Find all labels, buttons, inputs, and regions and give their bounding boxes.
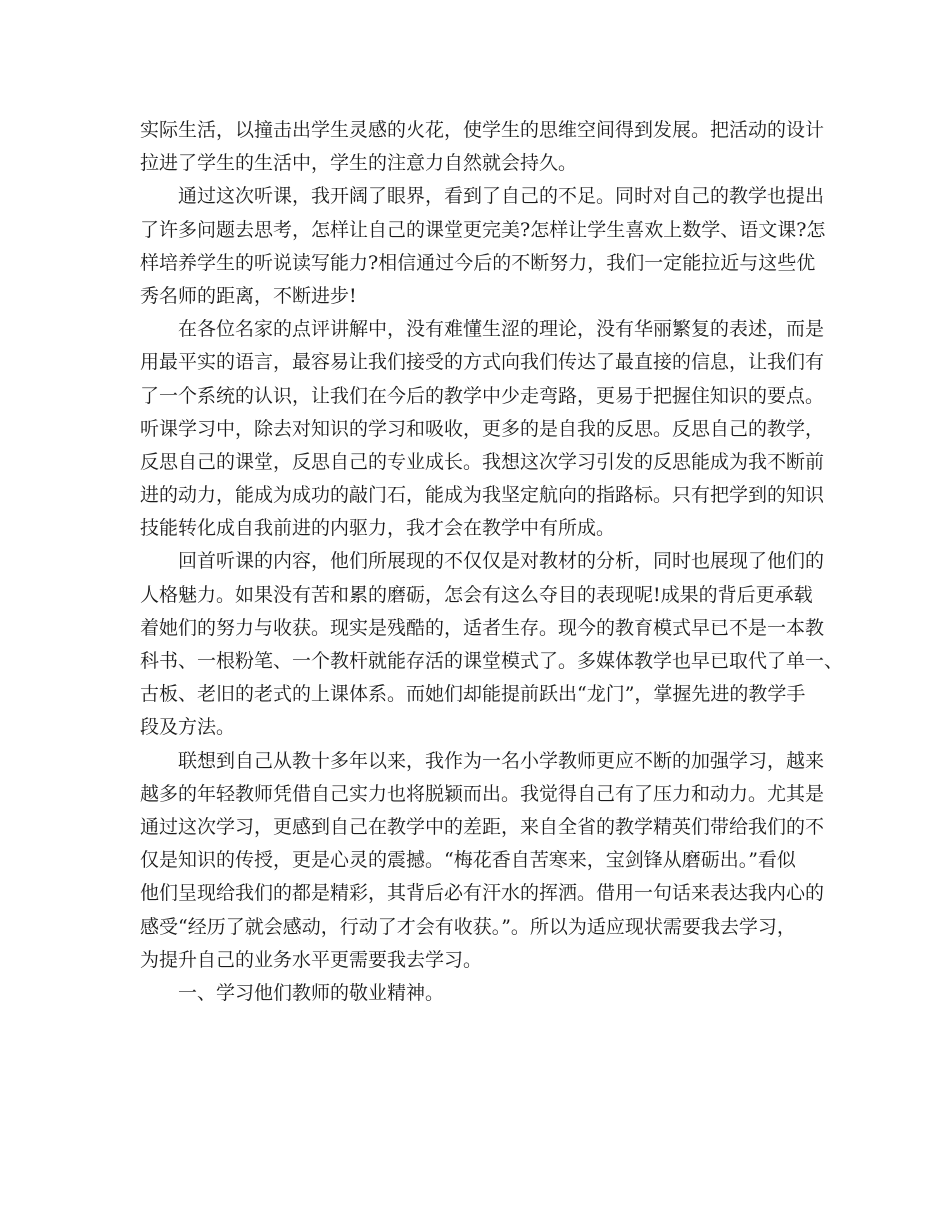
- text-line: 在各位名家的点评讲解中，没有难懂生涩的理论，没有华丽繁复的表述，而是: [178, 318, 825, 341]
- paragraph-4: [140, 545, 844, 744]
- text-line: 反思自己的课堂，反思自己的专业成长。我想这次学习引发的反思能成为我不断前: [140, 450, 825, 473]
- document-body: [140, 114, 844, 1010]
- text-line: 他们呈现给我们的都是精彩，其背后必有汗水的挥洒。借用一句话来表达我内心的: [140, 882, 825, 905]
- text-line: 人格魅力。如果没有苦和累的磨砺，怎会有这么夺目的表现呢!成果的背后更承载: [140, 583, 813, 606]
- heading-line: 一、学习他们教师的敬业精神。: [178, 981, 445, 1004]
- text-line: 秀名师的距离，不断进步!: [140, 284, 357, 307]
- text-line: 感受“经历了就会感动，行动了才会有收获。”。所以为适应现状需要我去学习，: [140, 915, 796, 938]
- text-line: 为提升自己的业务水平更需要我去学习。: [140, 948, 483, 971]
- text-line: 古板、老旧的老式的上课体系。而她们却能提前跃出“龙门”，掌握先进的教学手: [140, 683, 806, 706]
- section-heading: [140, 977, 830, 1010]
- paragraph-3: [140, 313, 830, 545]
- text-line: 通过这次学习，更感到自己在教学中的差距，来自全省的教学精英们带给我们的不: [140, 815, 825, 838]
- text-line: 实际生活，以撞击出学生灵感的火花，使学生的思维空间得到发展。把活动的设计: [140, 119, 825, 141]
- text-line: 段及方法。: [140, 716, 236, 739]
- text-line: 回首听课的内容，他们所展现的不仅仅是对教材的分析，同时也展现了他们的: [178, 550, 825, 573]
- text-line: 听课学习中，除去对知识的学习和吸收，更多的是自我的反思。反思自己的教学，: [140, 417, 825, 440]
- text-line: 联想到自己从教十多年以来，我作为一名小学教师更应不断的加强学习，越来: [178, 749, 825, 772]
- text-line: 拉进了学生的生活中，学生的注意力自然就会持久。: [140, 152, 578, 175]
- text-line: 科书、一根粉笔、一个教杆就能存活的课堂模式了。多媒体教学也早已取代了单一、: [140, 650, 844, 672]
- paragraph-1: [140, 114, 830, 180]
- paragraph-5: [140, 745, 830, 977]
- text-line: 技能转化成自我前进的内驱力，我才会在教学中有所成。: [140, 517, 616, 540]
- text-line: 越多的年轻教师凭借自己实力也将脱颖而出。我觉得自己有了压力和动力。尤其是: [140, 782, 825, 805]
- text-line: 通过这次听课，我开阔了眼界，看到了自己的不足。同时对自己的教学也提出: [178, 185, 825, 208]
- text-line: 了一个系统的认识，让我们在今后的教学中少走弯路，更易于把握住知识的要点。: [140, 384, 825, 407]
- text-line: 样培养学生的听说读写能力?相信通过今后的不断努力，我们一定能拉近与这些优: [140, 251, 816, 274]
- text-line: 了许多问题去思考，怎样让自己的课堂更完美?怎样让学生喜欢上数学、语文课?怎: [140, 218, 826, 241]
- text-line: 用最平实的语言，最容易让我们接受的方式向我们传达了最直接的信息，让我们有: [140, 351, 825, 374]
- text-line: 仅是知识的传授，更是心灵的震撼。“梅花香自苦寒来，宝剑锋从磨砺出。”看似: [140, 849, 796, 872]
- text-line: 着她们的努力与收获。现实是残酷的，适者生存。现今的教育模式早已不是一本教: [140, 616, 825, 639]
- text-line: 进的动力，能成为成功的敲门石，能成为我坚定航向的指路标。只有把学到的知识: [140, 484, 825, 507]
- paragraph-2: [140, 180, 830, 313]
